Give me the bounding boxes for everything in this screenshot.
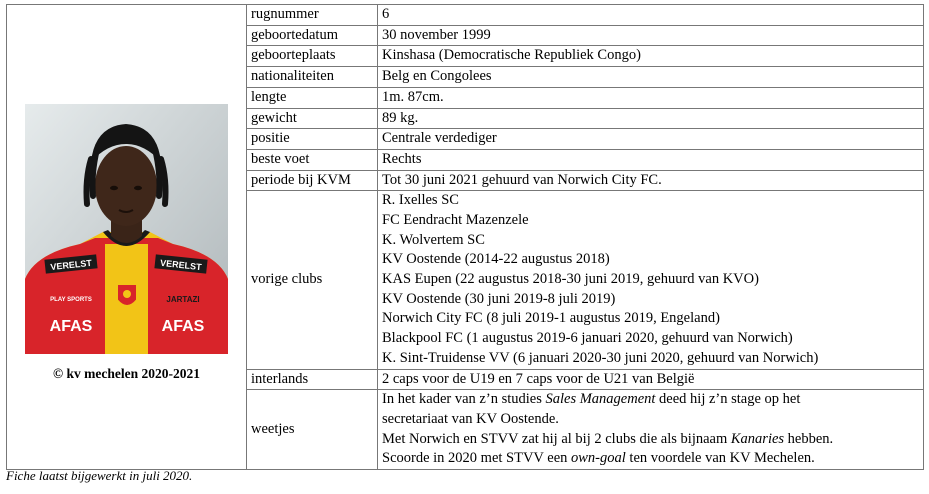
value-positie: Centrale verdediger — [378, 129, 924, 150]
weetje-text: In het kader van z’n studies — [382, 391, 546, 408]
player-photo-illustration — [25, 104, 228, 354]
sponsor-text-left: VERELST — [49, 257, 93, 273]
club-list-item: FC Eendracht Mazenzele — [382, 212, 529, 229]
weetje-text: Met Norwich en STVV zat hij al bij 2 clubs die als bijnaam — [382, 430, 731, 447]
club-list-item: KAS Eupen (22 augustus 2018-30 juni 2019, gehuurd van KVO) — [382, 271, 759, 288]
weetje-line-4 — [382, 449, 919, 469]
label-lengte: lengte — [247, 87, 378, 108]
value-gewicht: 89 kg. — [378, 108, 924, 129]
afas-text-right: AFAS — [161, 317, 205, 335]
weetje-line-2: secretariaat van KV Oostende. — [382, 410, 559, 427]
weetje-text: ten voordele van KV Mechelen. — [625, 450, 815, 467]
club-list-item: Blackpool FC (1 augustus 2019-6 januari 2020, gehuurd van Norwich) — [382, 330, 793, 347]
weetje-line-1 — [382, 390, 919, 410]
club-list-item: K. Sint-Truidense VV (6 januari 2020-30 juni 2020, gehuurd van Norwich) — [382, 349, 819, 366]
update-footnote: Fiche laatst bijgewerkt in juli 2020. — [6, 468, 193, 483]
jartazi-text: JARTAZI — [166, 294, 200, 304]
afas-text-left: AFAS — [49, 317, 93, 335]
weetje-italic-text: Kanaries — [730, 430, 785, 447]
photo-cell — [7, 5, 247, 470]
weetje-text: Scoorde in 2020 met STVV een — [382, 450, 572, 467]
playsports-text: PLAY SPORTS — [50, 296, 92, 303]
club-list-item: KV Oostende (30 juni 2019-8 juli 2019) — [382, 290, 616, 307]
weetje-line-3 — [382, 430, 919, 450]
sponsor-text-right: VERELST — [159, 257, 203, 273]
club-list-item: K. Wolvertem SC — [382, 231, 485, 248]
label-interlands: interlands — [247, 369, 378, 390]
value-lengte: 1m. 87cm. — [378, 87, 924, 108]
label-positie: positie — [247, 129, 378, 150]
value-beste-voet: Rechts — [378, 149, 924, 170]
club-list-item: Norwich City FC (8 juli 2019-1 augustus 2019, Engeland) — [382, 310, 720, 327]
player-info-table — [6, 4, 924, 470]
weetje-italic-text: Sales Management — [545, 391, 656, 408]
weetje-italic-text: own-goal — [571, 450, 626, 467]
club-list-item: R. Ixelles SC — [382, 192, 459, 209]
club-crest-icon — [117, 284, 137, 306]
weetje-text: hebben. — [784, 430, 834, 447]
player-card — [6, 4, 923, 467]
value-geboortedatum: 30 november 1999 — [378, 25, 924, 46]
value-vorige-clubs — [378, 191, 924, 369]
value-interlands: 2 caps voor de U19 en 7 caps voor de U21 van België — [378, 369, 924, 390]
label-beste-voet: beste voet — [247, 149, 378, 170]
label-geboortedatum: geboortedatum — [247, 25, 378, 46]
value-weetjes — [378, 390, 924, 470]
club-list-item: KV Oostende (2014-22 augustus 2018) — [382, 251, 610, 268]
value-periode-bij-kvm: Tot 30 juni 2021 gehuurd van Norwich City FC. — [378, 170, 924, 191]
label-rugnummer: rugnummer — [247, 5, 378, 26]
label-vorige-clubs: vorige clubs — [247, 191, 378, 369]
label-gewicht: gewicht — [247, 108, 378, 129]
label-periode-bij-kvm: periode bij KVM — [247, 170, 378, 191]
value-nationaliteiten: Belg en Congolees — [378, 67, 924, 88]
weetje-text: deed hij z’n stage op het — [655, 391, 801, 408]
label-geboorteplaats: geboorteplaats — [247, 46, 378, 67]
label-weetjes: weetjes — [247, 390, 378, 470]
value-geboorteplaats: Kinshasa (Democratische Republiek Congo) — [378, 46, 924, 67]
value-rugnummer: 6 — [378, 5, 924, 26]
player-photo — [25, 104, 228, 354]
label-nationaliteiten: nationaliteiten — [247, 67, 378, 88]
photo-caption: © kv mechelen 2020-2021 — [53, 365, 200, 381]
